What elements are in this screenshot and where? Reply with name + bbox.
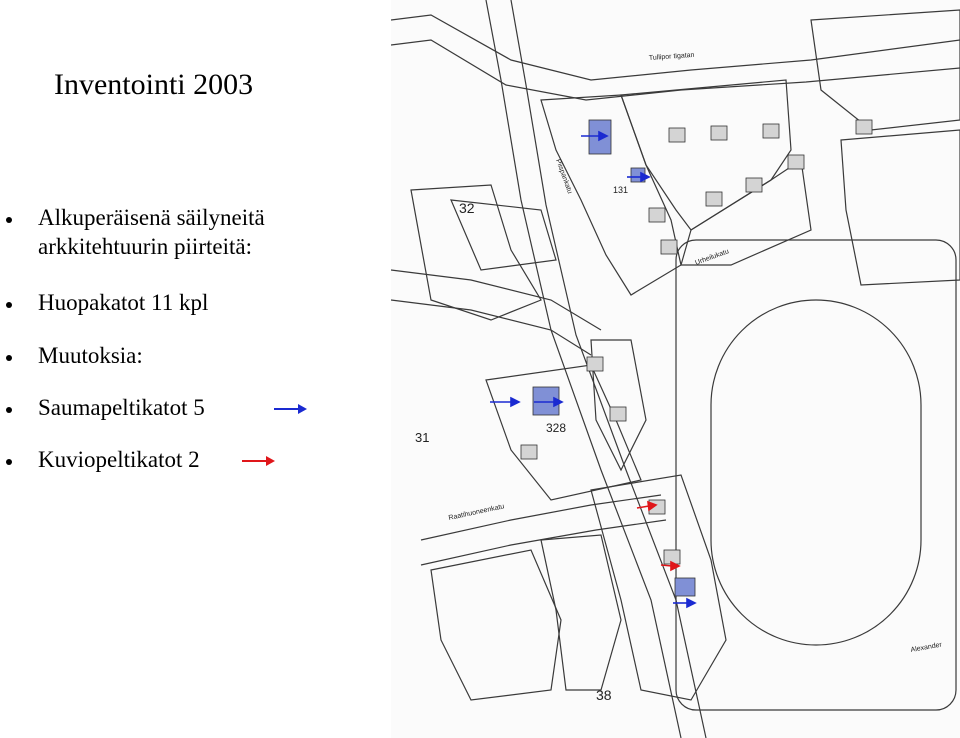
bullet-text: Kuviopeltikatot 2 bbox=[38, 447, 200, 472]
bullet-dot bbox=[6, 355, 12, 361]
map-label-street-right: Alexander bbox=[910, 641, 943, 654]
bullet-text: Saumapeltikatot 5 bbox=[38, 395, 205, 420]
bullet-text: arkkitehtuurin piirteitä: bbox=[38, 234, 252, 259]
map-label-street-left: Raatihuoneenkatu bbox=[447, 503, 506, 522]
map-label-block-32: 32 bbox=[459, 200, 475, 216]
map-label-block-38: 38 bbox=[596, 687, 612, 703]
blue-arrow-icon bbox=[272, 402, 308, 416]
map-label-street-mid: Urheilukatu bbox=[694, 248, 730, 267]
map-label-block-328: 328 bbox=[546, 421, 567, 435]
bullet-dot bbox=[6, 302, 12, 308]
bullet-text: Muutoksia: bbox=[38, 343, 143, 368]
map-label-street-vertical: Piispankatu bbox=[554, 158, 574, 195]
map-label-street-top: Tullipor tigatan bbox=[648, 51, 695, 62]
bullet-text: Huopakatot 11 kpl bbox=[38, 290, 209, 315]
red-arrow-icon bbox=[240, 454, 276, 468]
map-label-plot-131: 131 bbox=[613, 185, 629, 195]
bullet-dot bbox=[6, 407, 12, 413]
slide-title: Inventointi 2003 bbox=[54, 68, 254, 101]
site-plan-map bbox=[391, 0, 960, 738]
map-drawing bbox=[391, 0, 960, 738]
bullet-dot bbox=[6, 459, 12, 465]
bullet-text: Alkuperäisenä säilyneitä bbox=[38, 205, 265, 230]
map-label-block-31: 31 bbox=[415, 430, 430, 445]
bullet-dot bbox=[6, 217, 12, 223]
